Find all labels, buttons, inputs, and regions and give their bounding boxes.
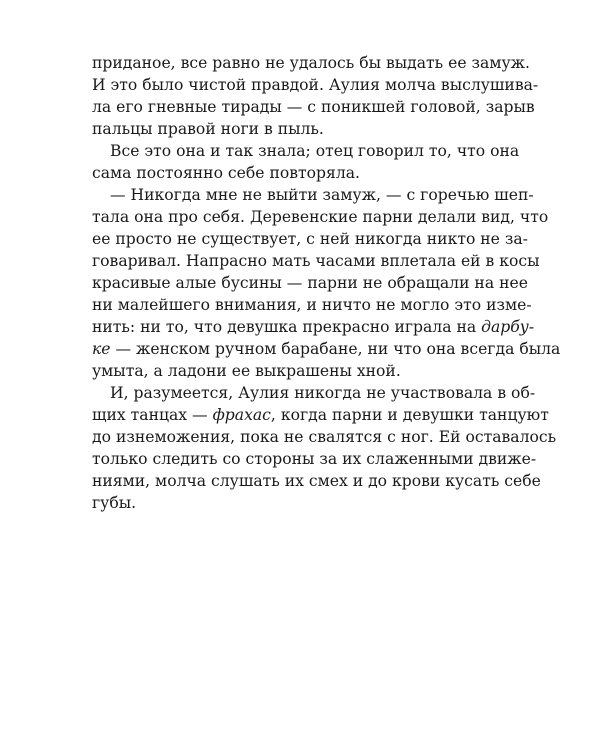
italic-term: фрахас [212,406,271,424]
text-line: ла его гневные тирады — с поникшей головой, зарыв [92,98,535,116]
body-text [92,52,561,514]
text-line: И это было чистой правдой. Аулия молча выслушива- [92,76,539,94]
text-line: нить: ни то, что девушка прекрасно играла на дарбу- [92,318,535,336]
text-line: Все это она и так знала; отец говорил то, что она [110,142,520,160]
text-line: губы. [92,494,137,512]
text-line: до изнеможения, пока не свалятся с ног. Ей оставалось [92,428,557,446]
text-line: умыта, а ладони ее выкрашены хной. [92,362,401,380]
text-line: только следить со стороны за их слаженными движе- [92,450,537,468]
text-line: говаривал. Напрасно мать часами вплетала ей в косы [92,252,540,270]
text-line: И, разумеется, Аулия никогда не участвовала в об- [110,384,536,402]
text-line: — Никогда мне не выйти замуж, — с горечью шеп- [110,186,534,204]
text-line: ке — женском ручном барабане, ни что она всегда была [92,340,561,358]
text-line: ни малейшего внимания, и ничто не могло это изме- [92,296,532,314]
text-line: красивые алые бусины — парни не обращали на нее [92,274,528,292]
italic-term: ке [92,340,111,358]
text-line: ниями, молча слушать их смех и до крови кусать себе [92,472,541,490]
text-line: сама постоянно себе повторяла. [92,164,361,182]
text-line: ее просто не существует, с ней никогда никто не за- [92,230,528,248]
text-line: щих танцах — фрахас, когда парни и девушки танцуют [92,406,549,424]
italic-term: дарбу- [481,318,535,336]
text-line: пальцы правой ноги в пыль. [92,120,324,138]
text-line: приданое, все равно не удалось бы выдать ее замуж. [92,54,530,72]
text-line: тала она про себя. Деревенские парни делали вид, что [92,208,549,226]
